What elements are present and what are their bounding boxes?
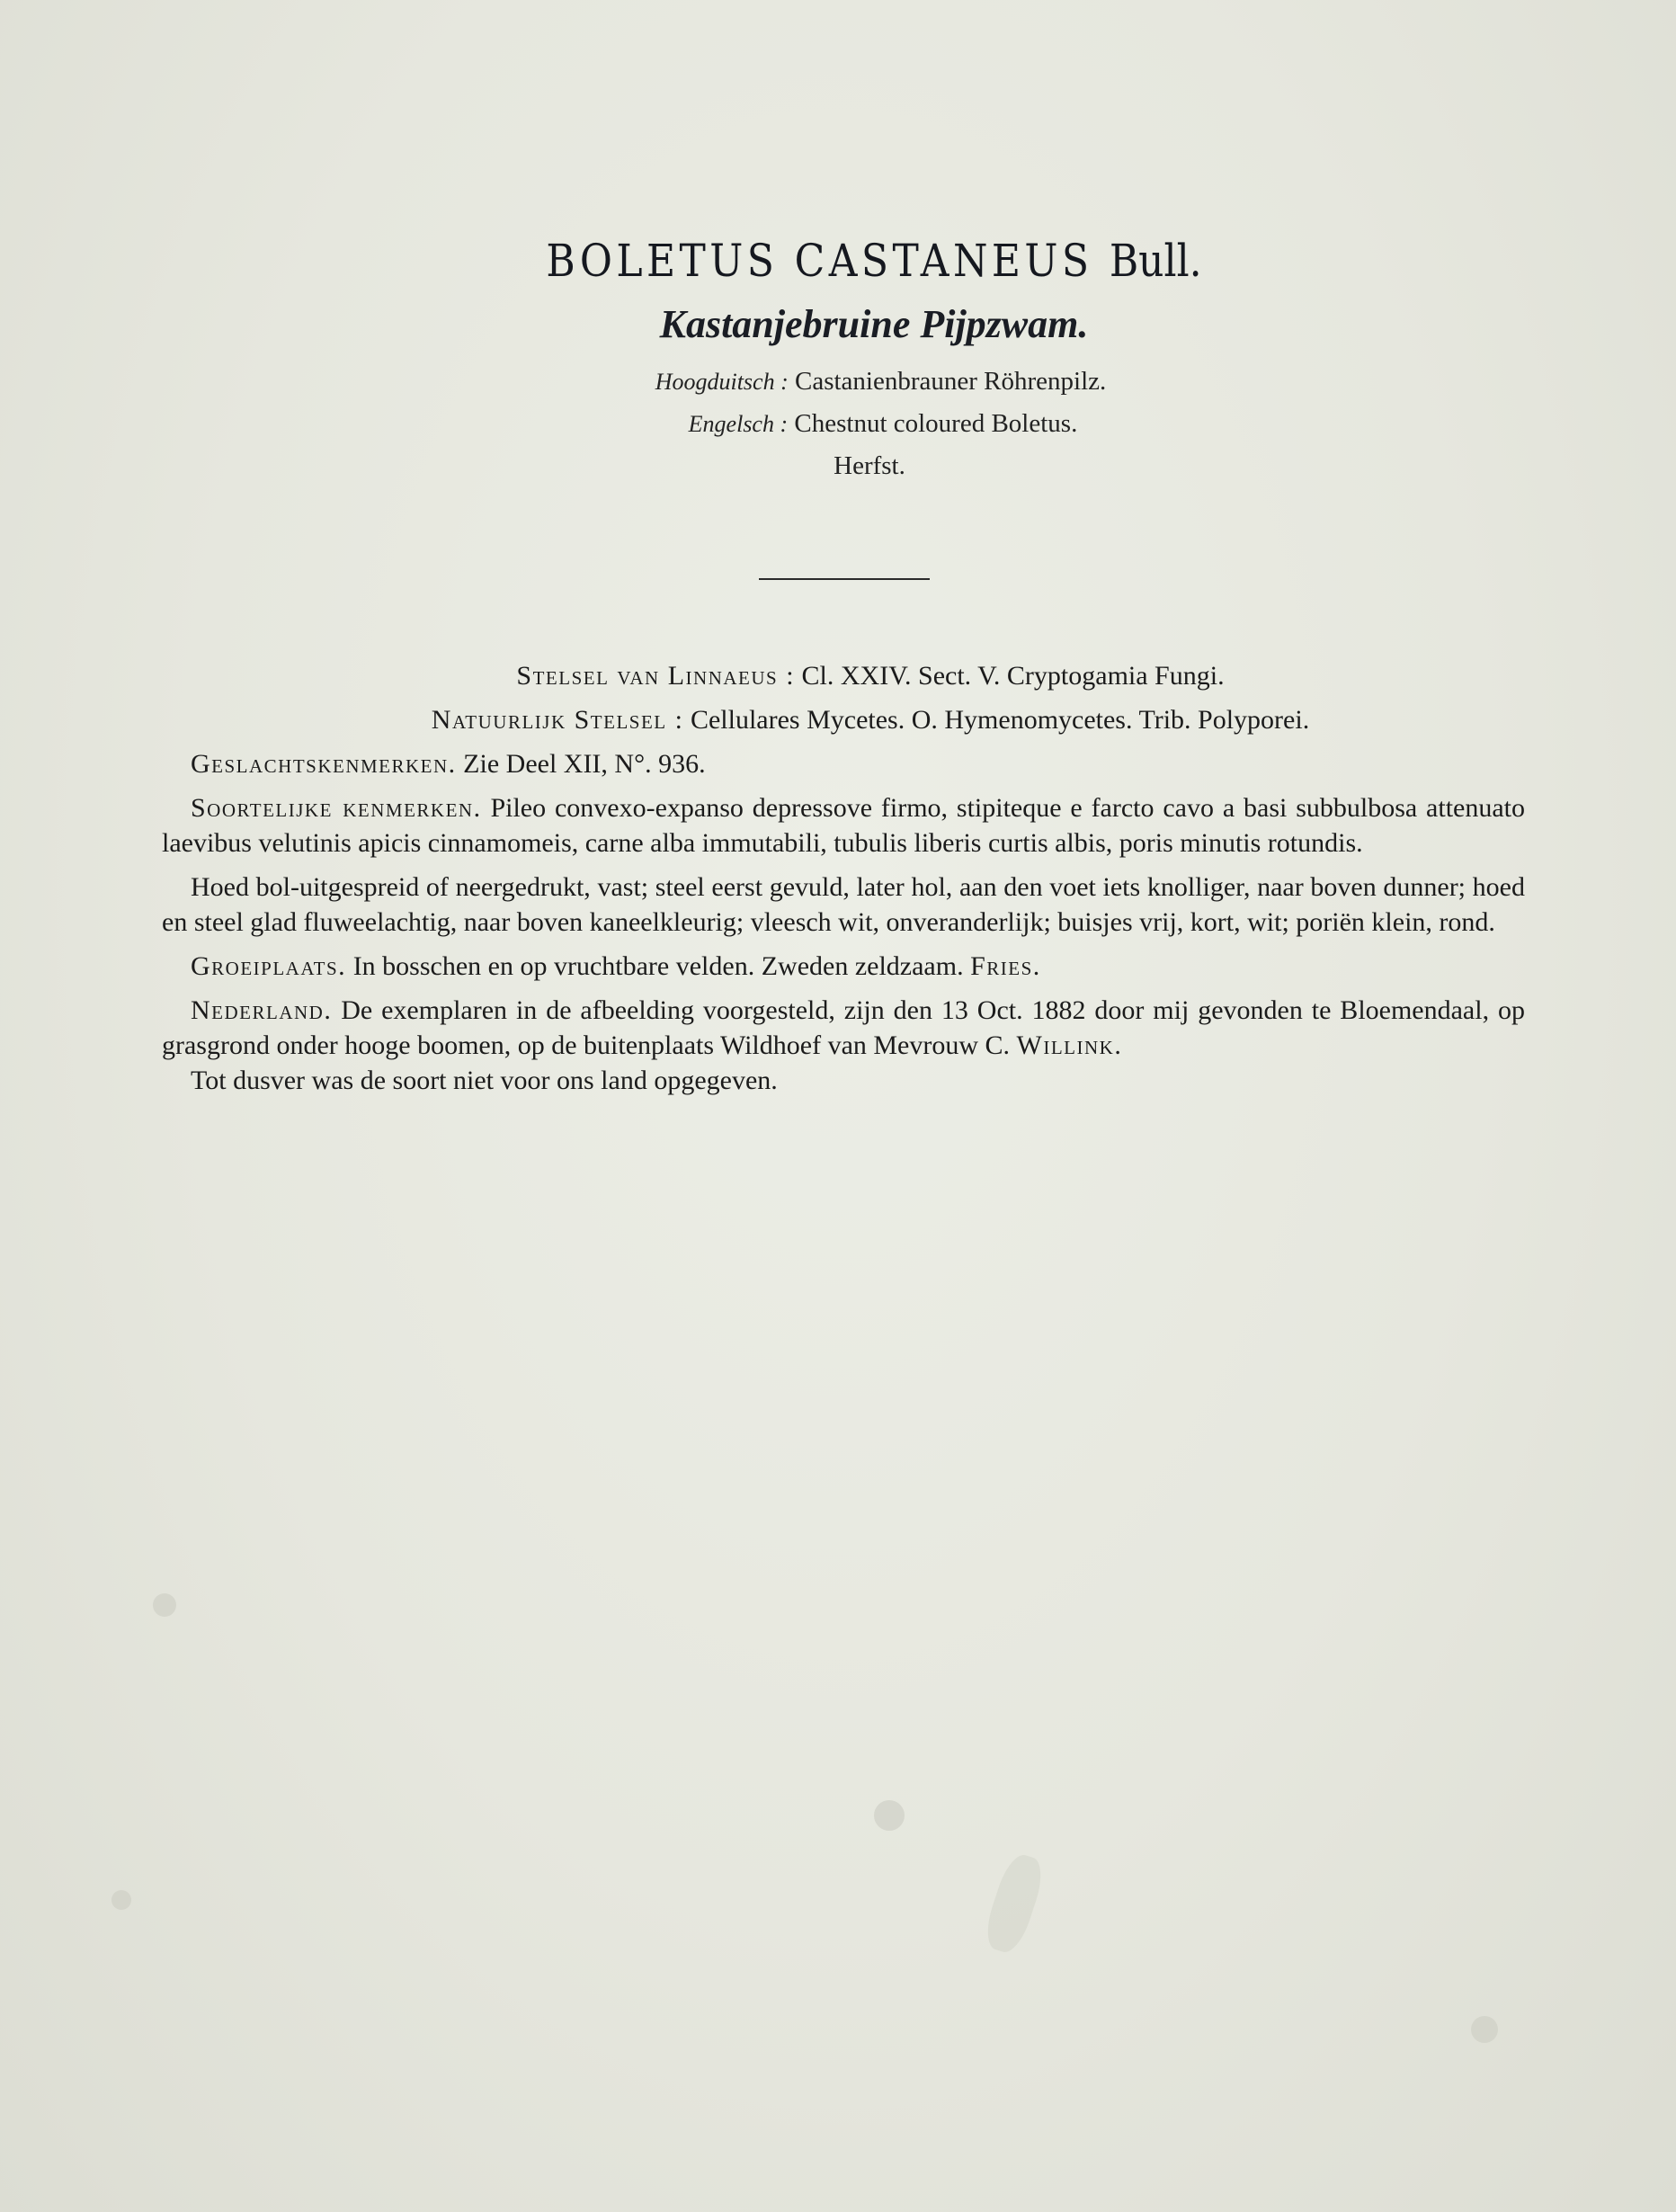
german-label: Hoogduitsch :	[655, 369, 789, 395]
linnaeus-text: Cl. XXIV. Sect. V. Cryptogamia Fungi.	[801, 661, 1225, 691]
habitat-text: In bosschen en op vruchtbare velden. Zweden zeldzaam.	[352, 951, 964, 981]
dutch-common-name: Kastanjebruine Pijpzwam.	[659, 302, 1089, 346]
netherlands-label: Nederland.	[191, 995, 333, 1025]
species-latin-text: Pileo convexo-expanso depressove firmo, stipiteque e farcto cavo a basi subbulbosa attenuato laevibus velutinis apicis cinnamomeis, carne alba immutabili, tubulis liberis curtis albis, poris minutis rotundis.	[162, 793, 1526, 858]
habitat	[162, 949, 1525, 984]
natural-system-line	[216, 702, 1525, 737]
genus-text: Zie Deel XII, N°. 936.	[463, 749, 706, 779]
genus-label: Geslachtskenmerken.	[191, 749, 457, 779]
netherlands-record	[162, 993, 1525, 1063]
netherlands-note: Tot dusver was de soort niet voor ons land opgegeven.	[191, 1066, 778, 1095]
linnaeus-system-line	[216, 658, 1525, 693]
natural-system-label: Natuurlijk Stelsel :	[431, 705, 684, 735]
english-label: Engelsch :	[688, 411, 789, 437]
genus-characteristics	[162, 746, 1525, 781]
species-label: Soortelijke kenmerken.	[191, 793, 482, 823]
collector-name: Willink.	[1016, 1030, 1123, 1060]
linnaeus-label: Stelsel van Linnaeus :	[516, 661, 796, 691]
natural-system-text: Cellulares Mycetes. O. Hymenomycetes. Trib. Polyporei.	[690, 705, 1310, 735]
english-name-line	[90, 403, 1676, 445]
german-name-line	[85, 361, 1676, 403]
habitat-source: Fries.	[970, 951, 1041, 981]
habitat-label: Groeiplaats.	[191, 951, 347, 981]
species-title	[168, 229, 1580, 292]
paper-spot	[153, 1593, 176, 1617]
english-name: Chestnut coloured Boletus.	[794, 409, 1078, 438]
description-body	[162, 658, 1525, 1107]
season: Herfst.	[834, 451, 905, 480]
paper-stain	[980, 1851, 1048, 1957]
section-divider	[759, 578, 930, 580]
german-name: Castanienbrauner Röhrenpilz.	[795, 367, 1107, 396]
netherlands-text: De exemplaren in de afbeelding voorgesteld, zijn den 13 Oct. 1882 door mij gevonden te Bloemendaal, op grasgrond onder hooge boomen, op de buitenplaats Wildhoef van Mevrouw C.	[162, 995, 1525, 1060]
paper-spot	[1471, 2016, 1498, 2043]
author-abbreviation: Bull.	[1109, 235, 1202, 287]
paper-spot	[111, 1890, 131, 1910]
latin-name: BOLETUS CASTANEUS	[546, 235, 1093, 287]
paper-spot	[874, 1800, 905, 1831]
species-characteristics-latin	[162, 790, 1525, 861]
heading-block	[0, 229, 1676, 486]
species-characteristics-dutch: Hoed bol-uitgespreid of neergedrukt, vast; steel eerst gevuld, later hol, aan den voet iets knolliger, naar boven dunner; hoed en steel glad fluweelachtig, naar boven kaneelkleurig; vleesch wit, onveranderlijk; buisjes vrij, kort, wit; poriën klein, rond.	[162, 872, 1525, 937]
